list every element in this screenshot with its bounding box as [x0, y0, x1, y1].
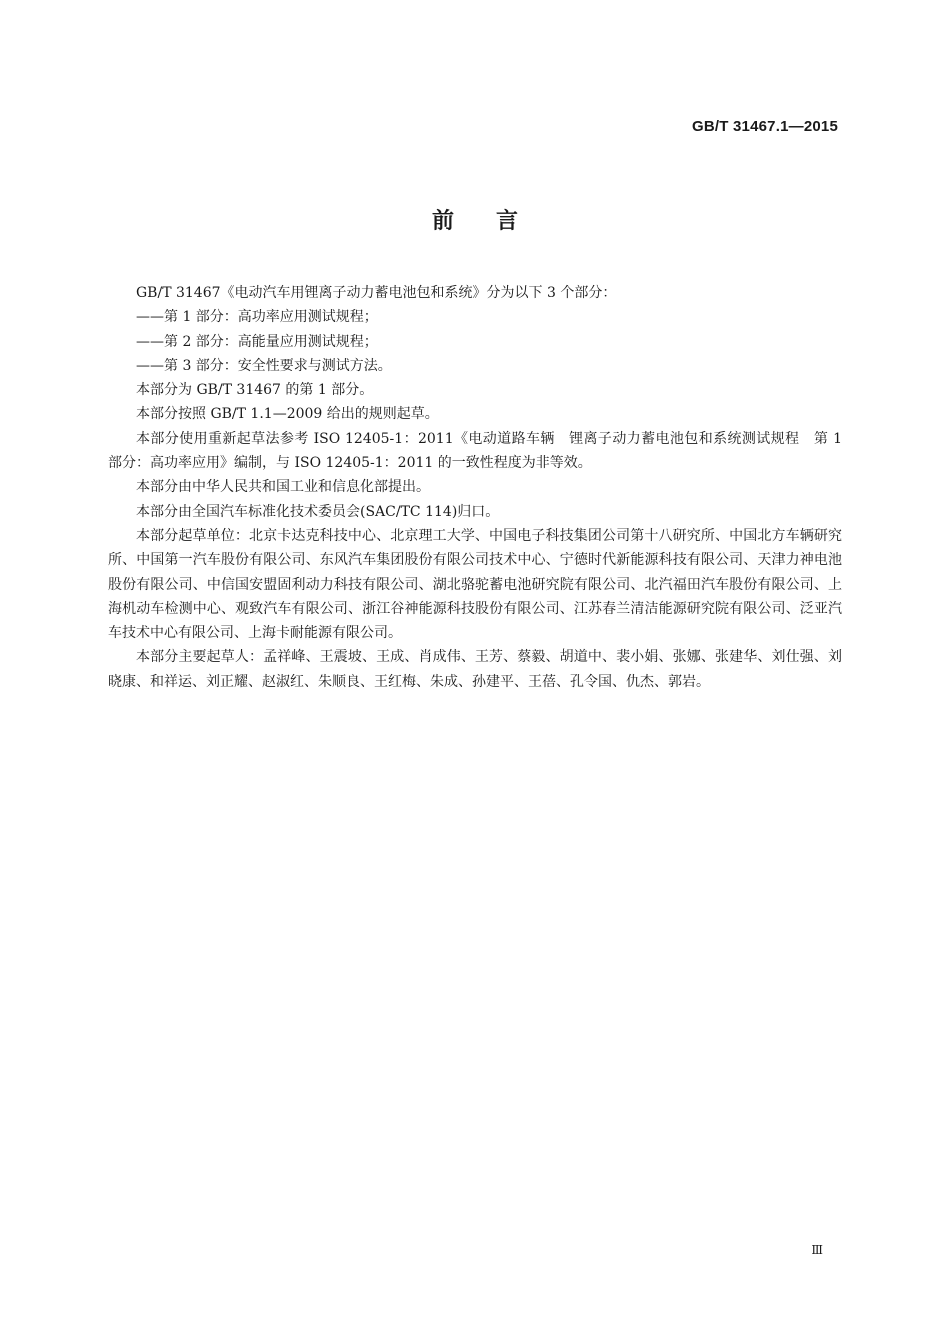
part-list-item: ——第 3 部分：安全性要求与测试方法。 — [136, 357, 392, 374]
standard-code-header: GB/T 31467.1—2015 — [692, 118, 838, 135]
reference-statement: 本部分使用重新起草法参考 ISO 12405-1：2011《电动道路车辆 锂离子动力蓄电池包和系统测试规程 第 1 部分：高功率应用》编制，与 ISO 12405-1：2011 的一致性程度为非等效。 — [108, 430, 842, 472]
page-title: 前言 — [431, 209, 560, 234]
part-list-item: ——第 1 部分：高功率应用测试规程； — [136, 309, 378, 326]
page-number: Ⅲ — [811, 1243, 823, 1257]
drafting-units: 本部分起草单位：北京卡达克科技中心、北京理工大学、中国电子科技集团公司第十八研究所、中国北方车辆研究所、中国第一汽车股份有限公司、东风汽车集团股份有限公司技术中心、宁德时代新能源科技有限公司、天津力神电池股份有限公司、中信国安盟固利动力科技有限公司、湖北骆驼蓄电池研究院有限公司、北汽福田汽车股份有限公司、上海机动车检测中心、观致汽车有限公司、浙江谷神能源科技股份有限公司、江苏春兰清洁能源研究院有限公司、泛亚汽车技术中心有限公司、上海卡耐能源有限公司。 — [108, 527, 842, 642]
intro-paragraph: GB/T 31467《电动汽车用锂离子动力蓄电池包和系统》分为以下 3 个部分： — [136, 285, 617, 301]
foreword-body — [108, 281, 842, 694]
main-drafters: 本部分主要起草人：孟祥峰、王震坡、王成、肖成伟、王芳、蔡毅、胡道中、裴小娟、张娜、张建华、刘仕强、刘晓康、和祥运、刘正耀、赵淑红、朱顺良、王红梅、朱成、孙建平、王蓓、孔令国、仇杰、郭岩。 — [108, 649, 842, 690]
centralized-statement: 本部分由全国汽车标准化技术委员会(SAC/TC 114)归口。 — [136, 503, 500, 520]
proposer-statement: 本部分由中华人民共和国工业和信息化部提出。 — [136, 479, 430, 496]
part-statement: 本部分为 GB/T 31467 的第 1 部分。 — [136, 382, 374, 399]
drafting-rules: 本部分按照 GB/T 1.1—2009 给出的规则起草。 — [136, 406, 439, 423]
part-list-item: ——第 2 部分：高能量应用测试规程； — [136, 333, 378, 350]
